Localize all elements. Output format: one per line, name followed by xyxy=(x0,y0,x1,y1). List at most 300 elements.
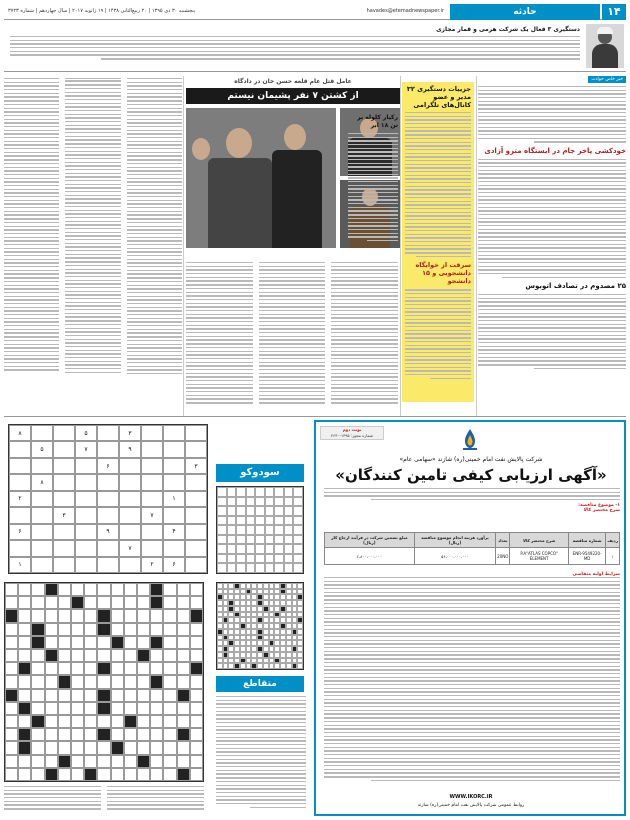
crossword-cell xyxy=(150,689,163,702)
crossword-cell xyxy=(190,741,203,754)
tender-table-header: شماره مناقصه xyxy=(568,533,606,548)
crossword-cell xyxy=(111,741,124,754)
crossword-cell xyxy=(18,715,31,728)
sudoku-cell xyxy=(141,441,163,457)
crossword-cell xyxy=(5,609,18,622)
crossword-cell xyxy=(111,675,124,688)
crossword-cell xyxy=(58,609,71,622)
crossword-cell xyxy=(163,649,176,662)
crossword-cell xyxy=(71,623,84,636)
sudoku-answer-cell xyxy=(274,525,284,535)
sudoku-answer-cell xyxy=(246,563,256,573)
sudoku-answer-cell xyxy=(255,497,265,507)
tender-estimate: ۵۶،۰۰۰،۰۰۰،۰۰۰ xyxy=(414,548,495,565)
crossword-cell xyxy=(124,689,137,702)
crossword-answer-cell xyxy=(234,663,240,669)
sudoku-answer-cell xyxy=(217,554,227,564)
crossword-cell xyxy=(137,768,150,781)
crossword-cell xyxy=(5,728,18,741)
sudoku-cell xyxy=(97,491,119,507)
crossword-cell xyxy=(163,728,176,741)
crossword-cell xyxy=(163,596,176,609)
sudoku-answer-cell xyxy=(255,487,265,497)
crossword-cell xyxy=(18,702,31,715)
sudoku-cell: ۱ xyxy=(163,491,185,507)
crossword-cell xyxy=(71,649,84,662)
crossword-cell xyxy=(45,715,58,728)
sudoku-cell xyxy=(31,458,53,474)
sudoku-cell xyxy=(75,540,97,556)
crossword-cell xyxy=(31,702,44,715)
sudoku-cell xyxy=(53,540,75,556)
crossword-cell xyxy=(18,609,31,622)
crossword-cell xyxy=(150,609,163,622)
sudoku-answer-cell xyxy=(227,525,237,535)
sudoku-cell: ۷ xyxy=(119,540,141,556)
sudoku-answer-cell xyxy=(236,516,246,526)
crossword-cell xyxy=(111,596,124,609)
crossword-cell xyxy=(163,741,176,754)
ad-section-goods: شرح مختصر کالا xyxy=(583,507,620,513)
ad-badge xyxy=(320,426,384,440)
sudoku-answer-cell xyxy=(293,497,303,507)
crossword-cell xyxy=(97,583,110,596)
crossword-cell xyxy=(97,715,110,728)
main-story-kicker: عامل قتل عام قلعه حسن خان در دادگاه xyxy=(234,78,352,85)
crossword-cell xyxy=(111,662,124,675)
crossword-cell xyxy=(137,675,150,688)
sudoku-cell xyxy=(53,425,75,441)
crossword-cell xyxy=(71,636,84,649)
crossword-cell xyxy=(45,741,58,754)
sudoku-answer-cell xyxy=(284,563,294,573)
crossword-cell xyxy=(5,623,18,636)
crossword-cell xyxy=(31,675,44,688)
sudoku-answer-cell xyxy=(284,516,294,526)
crossword-cell xyxy=(84,609,97,622)
crossword-cell xyxy=(137,728,150,741)
crossword-cell xyxy=(31,636,44,649)
sudoku-cell xyxy=(163,474,185,490)
tender-table-header: مبلغ تضمین شرکت در فرآیند ارجاع کار (ریال) xyxy=(325,533,415,548)
sudoku-cell xyxy=(163,458,185,474)
crossword-cell xyxy=(190,702,203,715)
sudoku-cell: ۳ xyxy=(119,425,141,441)
tender-guarantee: ۲،۸۰۰،۰۰۰،۰۰۰ xyxy=(325,548,415,565)
sudoku-answer-cell xyxy=(293,563,303,573)
crossword-cell xyxy=(5,715,18,728)
sudoku-cell xyxy=(163,425,185,441)
crossword-cell xyxy=(58,662,71,675)
crossword-cell xyxy=(31,728,44,741)
sudoku-answer-cell xyxy=(274,554,284,564)
crossword-cell xyxy=(97,675,110,688)
sudoku-answer-cell xyxy=(217,487,227,497)
ad-website-link[interactable]: WWW.IKORC.IR xyxy=(449,794,493,800)
crossword-cell xyxy=(177,636,190,649)
sudoku-answer-cell xyxy=(217,497,227,507)
sudoku-cell: ۲ xyxy=(141,557,163,573)
sudoku-cell: ۴ xyxy=(163,524,185,540)
crossword-cell xyxy=(58,728,71,741)
crossword-cell xyxy=(177,623,190,636)
sudoku-answer-cell xyxy=(255,554,265,564)
sudoku-cell xyxy=(185,441,207,457)
crossword-cell xyxy=(190,596,203,609)
sudoku-answer-cell xyxy=(227,535,237,545)
highlight-box xyxy=(402,82,474,402)
tender-quantity: 20NO xyxy=(496,548,510,565)
sudoku-cell: ۵ xyxy=(31,441,53,457)
story-bus-accident-title: ۲۵ مصدوم در تصادف اتوبوس xyxy=(525,282,626,291)
crossword-cell xyxy=(97,623,110,636)
sudoku-answer-cell xyxy=(265,535,275,545)
crossword-cell xyxy=(190,689,203,702)
sudoku-answer-cell xyxy=(293,516,303,526)
crossword-cell xyxy=(84,583,97,596)
crossword-cell xyxy=(163,702,176,715)
crossword-cell xyxy=(58,755,71,768)
crossword-cell xyxy=(137,623,150,636)
sudoku-answer-cell xyxy=(284,497,294,507)
crossword-cell xyxy=(150,623,163,636)
sudoku-answer-cell xyxy=(246,554,256,564)
crossword-cell xyxy=(97,702,110,715)
crossword-cell xyxy=(150,768,163,781)
crossword-cell xyxy=(58,596,71,609)
sudoku-answer-cell xyxy=(227,497,237,507)
sudoku-answer-cell xyxy=(255,535,265,545)
crossword-cell xyxy=(71,583,84,596)
crossword-cell xyxy=(71,609,84,622)
crossword-cell xyxy=(31,662,44,675)
sudoku-cell xyxy=(97,474,119,490)
crossword-cell xyxy=(18,675,31,688)
crossword-cell xyxy=(97,662,110,675)
crossword-cell xyxy=(58,623,71,636)
crossword-cell xyxy=(71,715,84,728)
crossword-cell xyxy=(177,768,190,781)
crossword-cell xyxy=(31,689,44,702)
crossword-cell xyxy=(150,662,163,675)
crossword-cell xyxy=(124,675,137,688)
crossword-cell xyxy=(190,583,203,596)
crossword-cell xyxy=(45,596,58,609)
sudoku-answer-cell xyxy=(217,563,227,573)
crossword-cell xyxy=(84,675,97,688)
sudoku-answer-cell xyxy=(236,554,246,564)
crossword-cell xyxy=(84,662,97,675)
crossword-cell xyxy=(163,583,176,596)
crossword-cell xyxy=(71,689,84,702)
sudoku-answer-cell xyxy=(293,554,303,564)
crossword-cell xyxy=(163,675,176,688)
sudoku-cell: ۳ xyxy=(53,507,75,523)
crossword-cell xyxy=(45,636,58,649)
crossword-answer-cell xyxy=(292,663,298,669)
sudoku-cell xyxy=(119,458,141,474)
crossword-cell xyxy=(163,715,176,728)
sudoku-answer-cell xyxy=(293,487,303,497)
crossword-cell xyxy=(177,649,190,662)
top-headline: دستگیری ۳ فعال یک شرکت هرمی و قمار مجازی xyxy=(436,26,580,33)
crossword-cell xyxy=(137,715,150,728)
crossword-cell xyxy=(111,768,124,781)
crossword-answer-cell xyxy=(286,663,292,669)
dorm-theft-title: سرقت از خوابگاه دانشجویی و ۱۵ دانشجو xyxy=(415,261,471,286)
crossword-cell xyxy=(163,755,176,768)
sudoku-cell xyxy=(185,540,207,556)
ad-badge-permit: شماره مجوز: ۱۳۹۵-۴۶۳۰ xyxy=(330,433,374,438)
crossword-cell xyxy=(137,609,150,622)
sudoku-cell xyxy=(141,458,163,474)
crossword-cell xyxy=(124,728,137,741)
crossword-cell xyxy=(163,689,176,702)
crossword-cell xyxy=(111,609,124,622)
crossword-cell xyxy=(150,675,163,688)
crossword-cell xyxy=(5,596,18,609)
crossword-answer-cell xyxy=(223,663,229,669)
sudoku-answer-cell xyxy=(274,487,284,497)
ad-body-text xyxy=(324,572,620,802)
tender-table-header: برآورد هزینه انجام موضوع مناقصه (ریال) xyxy=(414,533,495,548)
crossword-cell xyxy=(97,755,110,768)
crossword-cell xyxy=(31,596,44,609)
sudoku-answer-cell xyxy=(236,497,246,507)
sudoku-answer-cell xyxy=(265,563,275,573)
sudoku-answer-cell xyxy=(293,544,303,554)
crossword-cell xyxy=(177,728,190,741)
crossword-cell xyxy=(137,662,150,675)
sudoku-answer-cell xyxy=(265,487,275,497)
sudoku-answer-cell xyxy=(227,544,237,554)
sudoku-answer-cell xyxy=(265,544,275,554)
crossword-answer-grid xyxy=(216,582,304,670)
crossword-cell xyxy=(111,623,124,636)
sudoku-answer-cell xyxy=(217,544,227,554)
section-email[interactable]: havades@etemadnewspaper.ir xyxy=(366,8,444,14)
sudoku-cell xyxy=(9,474,31,490)
crossword-cell xyxy=(5,689,18,702)
sudoku-label: سودوکو xyxy=(216,464,304,482)
sudoku-cell xyxy=(53,458,75,474)
sudoku-answer-cell xyxy=(274,535,284,545)
crossword-cell xyxy=(137,596,150,609)
crossword-cell xyxy=(177,741,190,754)
crossword-cell xyxy=(58,768,71,781)
crossword-cell xyxy=(71,702,84,715)
table-row xyxy=(325,548,620,565)
crossword-cell xyxy=(18,741,31,754)
crossword-cell xyxy=(58,702,71,715)
sudoku-answer-cell xyxy=(236,487,246,497)
sudoku-cell xyxy=(185,474,207,490)
sudoku-answer-cell xyxy=(265,554,275,564)
sudoku-cell xyxy=(97,507,119,523)
sudoku-cell xyxy=(163,441,185,457)
crossword-section xyxy=(4,582,310,816)
sudoku-cell: ۷ xyxy=(75,441,97,457)
crossword-cell xyxy=(84,689,97,702)
sudoku-cell xyxy=(97,557,119,573)
crossword-cell xyxy=(124,636,137,649)
sudoku-answer-cell xyxy=(255,525,265,535)
sudoku-cell xyxy=(31,507,53,523)
defendant-photo xyxy=(186,108,336,248)
crossword-cell xyxy=(18,636,31,649)
sudoku-cell xyxy=(141,491,163,507)
sudoku-answer-cell xyxy=(265,516,275,526)
crossword-cell xyxy=(150,715,163,728)
crossword-cell xyxy=(5,662,18,675)
crossword-cell xyxy=(111,583,124,596)
crossword-cell xyxy=(31,649,44,662)
sudoku-cell xyxy=(141,425,163,441)
crossword-cell xyxy=(137,583,150,596)
sudoku-cell xyxy=(185,491,207,507)
main-story-body xyxy=(186,262,398,412)
sudoku-cell: ۹ xyxy=(119,441,141,457)
sudoku-answer-cell xyxy=(255,563,265,573)
crossword-cell xyxy=(71,741,84,754)
sudoku-cell xyxy=(97,441,119,457)
sudoku-cell: ۳ xyxy=(185,458,207,474)
sudoku-cell xyxy=(141,474,163,490)
sudoku-cell xyxy=(31,540,53,556)
sudoku-section xyxy=(4,420,310,580)
sudoku-cell xyxy=(31,491,53,507)
crossword-cell xyxy=(163,623,176,636)
crossword-answer-cell xyxy=(274,663,280,669)
tender-table-header: تعداد xyxy=(496,533,510,548)
top-news-strip xyxy=(4,22,626,72)
crossword-cell xyxy=(31,609,44,622)
right-news-column xyxy=(478,76,626,416)
crossword-cell xyxy=(45,728,58,741)
crossword-cell xyxy=(5,741,18,754)
crossword-cell xyxy=(111,715,124,728)
crossword-cell xyxy=(5,768,18,781)
crossword-cell xyxy=(31,768,44,781)
sudoku-answer-cell xyxy=(274,544,284,554)
crossword-cell xyxy=(124,596,137,609)
sudoku-answer-cell xyxy=(236,535,246,545)
crossword-answer-cell xyxy=(257,663,263,669)
sudoku-answer-cell xyxy=(246,487,256,497)
sudoku-cell xyxy=(75,524,97,540)
crossword-cell xyxy=(18,596,31,609)
crossword-cell xyxy=(190,755,203,768)
crossword-cell xyxy=(71,662,84,675)
sudoku-cell xyxy=(97,425,119,441)
sudoku-answer-cell xyxy=(293,506,303,516)
sudoku-answer-cell xyxy=(236,506,246,516)
sudoku-answer-cell xyxy=(255,544,265,554)
sudoku-cell xyxy=(9,458,31,474)
crossword-cell xyxy=(58,741,71,754)
sudoku-answer-cell xyxy=(255,506,265,516)
sudoku-answer-cell xyxy=(227,487,237,497)
sudoku-cell xyxy=(31,524,53,540)
sudoku-answer-cell xyxy=(227,506,237,516)
crossword-cell xyxy=(137,755,150,768)
sudoku-answer-cell xyxy=(293,525,303,535)
crossword-cell xyxy=(124,662,137,675)
crossword-cell xyxy=(190,649,203,662)
sudoku-cell: ۸ xyxy=(31,474,53,490)
crossword-cell xyxy=(45,649,58,662)
sudoku-cell: ۲ xyxy=(9,491,31,507)
crossword-cell xyxy=(150,596,163,609)
sudoku-answer-cell xyxy=(274,516,284,526)
sudoku-answer-cell xyxy=(284,544,294,554)
crossword-cell xyxy=(18,768,31,781)
sudoku-answer-cell xyxy=(227,554,237,564)
crossword-cell xyxy=(137,741,150,754)
sudoku-answer-cell xyxy=(246,506,256,516)
sudoku-cell xyxy=(53,474,75,490)
story-subway-suicide-title: خودکشی پاخر جام در ایستگاه مترو آزادی xyxy=(484,146,626,155)
crossword-cell xyxy=(111,636,124,649)
sudoku-cell xyxy=(185,557,207,573)
sudoku-answer-cell xyxy=(265,506,275,516)
left-story-body xyxy=(4,78,182,414)
right-column-kicker: خبر خاص حوادث xyxy=(588,76,626,83)
crossword-cell xyxy=(18,623,31,636)
crossword-cell xyxy=(45,768,58,781)
tender-goods: P.A"ATLAS COPCO" ELEMENT xyxy=(510,548,568,565)
crossword-cell xyxy=(31,715,44,728)
sudoku-answer-cell xyxy=(217,516,227,526)
crossword-cell xyxy=(58,675,71,688)
crossword-cell xyxy=(45,675,58,688)
tender-table-header: ردیف xyxy=(606,533,620,548)
crossword-cell xyxy=(97,609,110,622)
sudoku-cell: ۶ xyxy=(97,458,119,474)
sudoku-answer-grid xyxy=(216,486,304,574)
sudoku-cell: ۵ xyxy=(75,425,97,441)
ad-title: «آگهی ارزیابی کیفی تامین کنندگان» xyxy=(335,466,607,484)
sudoku-cell xyxy=(185,524,207,540)
sudoku-cell xyxy=(163,507,185,523)
crossword-cell xyxy=(150,741,163,754)
crossword-cell xyxy=(111,702,124,715)
sudoku-answer-cell xyxy=(293,535,303,545)
crossword-cell xyxy=(177,662,190,675)
refinery-logo-icon xyxy=(458,428,482,452)
crossword-cell xyxy=(71,755,84,768)
crossword-cell xyxy=(5,649,18,662)
crossword-cell xyxy=(124,702,137,715)
crossword-cell xyxy=(58,649,71,662)
crossword-cell xyxy=(31,583,44,596)
telegram-arrest-title: جزییات دستگیری ۳۲ مدیر و عضو کانال‌های تلگرامی xyxy=(406,85,471,109)
crossword-cell xyxy=(31,741,44,754)
crossword-cell xyxy=(97,636,110,649)
sudoku-cell xyxy=(31,425,53,441)
sudoku-cell xyxy=(185,425,207,441)
sudoku-answer-cell xyxy=(236,544,246,554)
crossword-cell xyxy=(97,689,110,702)
sudoku-answer-cell xyxy=(255,516,265,526)
crossword-cell xyxy=(5,702,18,715)
sudoku-cell xyxy=(75,458,97,474)
crossword-cell xyxy=(124,755,137,768)
crossword-cell xyxy=(18,689,31,702)
sudoku-cell xyxy=(119,524,141,540)
sudoku-answer-cell xyxy=(246,525,256,535)
crossword-cell xyxy=(150,583,163,596)
